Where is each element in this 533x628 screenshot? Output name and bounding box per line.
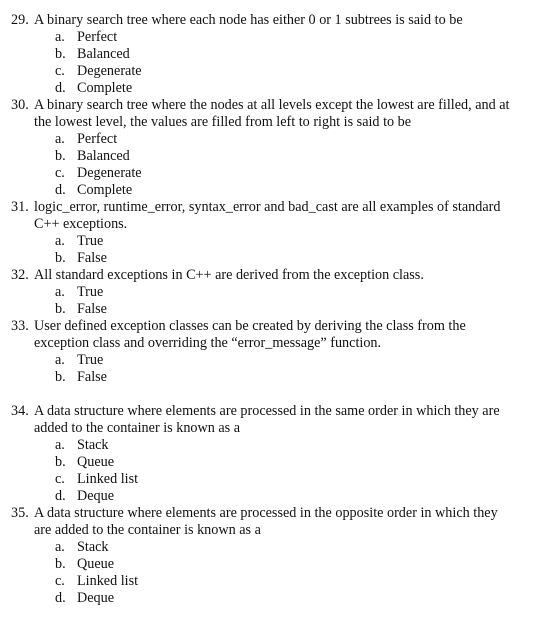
option-a bbox=[0, 29, 533, 46]
option-a bbox=[0, 437, 533, 454]
option-letter: b. bbox=[55, 369, 66, 385]
option-list bbox=[0, 131, 533, 199]
option-letter: b. bbox=[55, 454, 66, 470]
question-stem: logic_error, runtime_error, syntax_error and bad_cast are all examples of standard C++ exceptions. bbox=[34, 199, 501, 232]
option-label: True bbox=[77, 284, 104, 300]
question-stem: A data structure where elements are processed in the opposite order in which they are added to the container is known as a bbox=[34, 505, 498, 538]
option-c bbox=[0, 573, 533, 590]
option-letter: b. bbox=[55, 301, 66, 317]
question-text bbox=[0, 403, 533, 437]
question-29 bbox=[0, 12, 533, 97]
question-stem: A binary search tree where the nodes at all levels except the lowest are filled, and at the lowest level, the values are filled from left to right is said to be bbox=[34, 97, 510, 130]
option-c bbox=[0, 471, 533, 488]
option-a bbox=[0, 352, 533, 369]
option-letter: a. bbox=[55, 539, 65, 555]
question-number: 35. bbox=[11, 505, 29, 521]
option-letter: d. bbox=[55, 182, 66, 198]
question-text bbox=[0, 12, 533, 29]
option-a bbox=[0, 233, 533, 250]
option-letter: a. bbox=[55, 437, 65, 453]
question-stem: A data structure where elements are processed in the same order in which they are added to the container is known as a bbox=[34, 403, 500, 436]
option-label: Queue bbox=[77, 556, 115, 572]
option-list bbox=[0, 352, 533, 386]
question-text bbox=[0, 97, 533, 131]
option-label: Perfect bbox=[77, 131, 118, 147]
option-list bbox=[0, 284, 533, 318]
option-b bbox=[0, 556, 533, 573]
option-d bbox=[0, 182, 533, 199]
question-text bbox=[0, 199, 533, 233]
question-33 bbox=[0, 318, 533, 386]
option-letter: b. bbox=[55, 46, 66, 62]
option-a bbox=[0, 539, 533, 556]
option-label: True bbox=[77, 352, 104, 368]
option-letter: a. bbox=[55, 233, 65, 249]
option-label: Balanced bbox=[77, 148, 130, 164]
question-number: 29. bbox=[11, 12, 29, 28]
option-letter: c. bbox=[55, 471, 65, 487]
option-letter: c. bbox=[55, 165, 65, 181]
option-letter: b. bbox=[55, 556, 66, 572]
option-list bbox=[0, 539, 533, 607]
option-label: Queue bbox=[77, 454, 115, 470]
option-letter: c. bbox=[55, 63, 65, 79]
question-text bbox=[0, 318, 533, 352]
option-label: Deque bbox=[77, 488, 115, 504]
question-text bbox=[0, 267, 533, 284]
option-b bbox=[0, 369, 533, 386]
option-b bbox=[0, 454, 533, 471]
option-letter: a. bbox=[55, 29, 65, 45]
question-31 bbox=[0, 199, 533, 267]
question-34 bbox=[0, 403, 533, 505]
option-letter: d. bbox=[55, 488, 66, 504]
option-c bbox=[0, 165, 533, 182]
question-number: 30. bbox=[11, 97, 29, 113]
option-b bbox=[0, 46, 533, 63]
question-32 bbox=[0, 267, 533, 318]
option-label: Linked list bbox=[77, 573, 139, 589]
option-label: Complete bbox=[77, 182, 133, 198]
option-a bbox=[0, 131, 533, 148]
option-label: False bbox=[77, 369, 107, 385]
option-letter: a. bbox=[55, 131, 65, 147]
question-35 bbox=[0, 505, 533, 607]
option-label: False bbox=[77, 250, 107, 266]
option-label: Linked list bbox=[77, 471, 139, 487]
question-30 bbox=[0, 97, 533, 199]
question-number: 34. bbox=[11, 403, 29, 419]
option-d bbox=[0, 80, 533, 97]
question-number: 33. bbox=[11, 318, 29, 334]
option-letter: b. bbox=[55, 250, 66, 266]
question-stem: User defined exception classes can be created by deriving the class from the exception class and overriding the “error_message” function. bbox=[34, 318, 466, 351]
option-b bbox=[0, 148, 533, 165]
option-list bbox=[0, 233, 533, 267]
option-label: True bbox=[77, 233, 104, 249]
option-label: Degenerate bbox=[77, 63, 142, 79]
option-letter: a. bbox=[55, 284, 65, 300]
question-text bbox=[0, 505, 533, 539]
option-letter: c. bbox=[55, 573, 65, 589]
option-c bbox=[0, 63, 533, 80]
option-b bbox=[0, 250, 533, 267]
option-letter: a. bbox=[55, 352, 65, 368]
option-letter: d. bbox=[55, 80, 66, 96]
question-stem: A binary search tree where each node has either 0 or 1 subtrees is said to be bbox=[34, 12, 463, 28]
blank-line bbox=[0, 386, 533, 403]
option-letter: b. bbox=[55, 148, 66, 164]
option-d bbox=[0, 590, 533, 607]
option-d bbox=[0, 488, 533, 505]
quiz-document bbox=[0, 12, 533, 607]
option-label: Balanced bbox=[77, 46, 130, 62]
option-label: False bbox=[77, 301, 107, 317]
option-label: Degenerate bbox=[77, 165, 142, 181]
option-list bbox=[0, 29, 533, 97]
option-letter: d. bbox=[55, 590, 66, 606]
option-label: Stack bbox=[77, 539, 109, 555]
option-label: Perfect bbox=[77, 29, 118, 45]
option-a bbox=[0, 284, 533, 301]
question-number: 31. bbox=[11, 199, 29, 215]
option-b bbox=[0, 301, 533, 318]
question-stem: All standard exceptions in C++ are derived from the exception class. bbox=[34, 267, 424, 283]
option-label: Deque bbox=[77, 590, 115, 606]
option-label: Stack bbox=[77, 437, 109, 453]
option-label: Complete bbox=[77, 80, 133, 96]
option-list bbox=[0, 437, 533, 505]
question-number: 32. bbox=[11, 267, 29, 283]
